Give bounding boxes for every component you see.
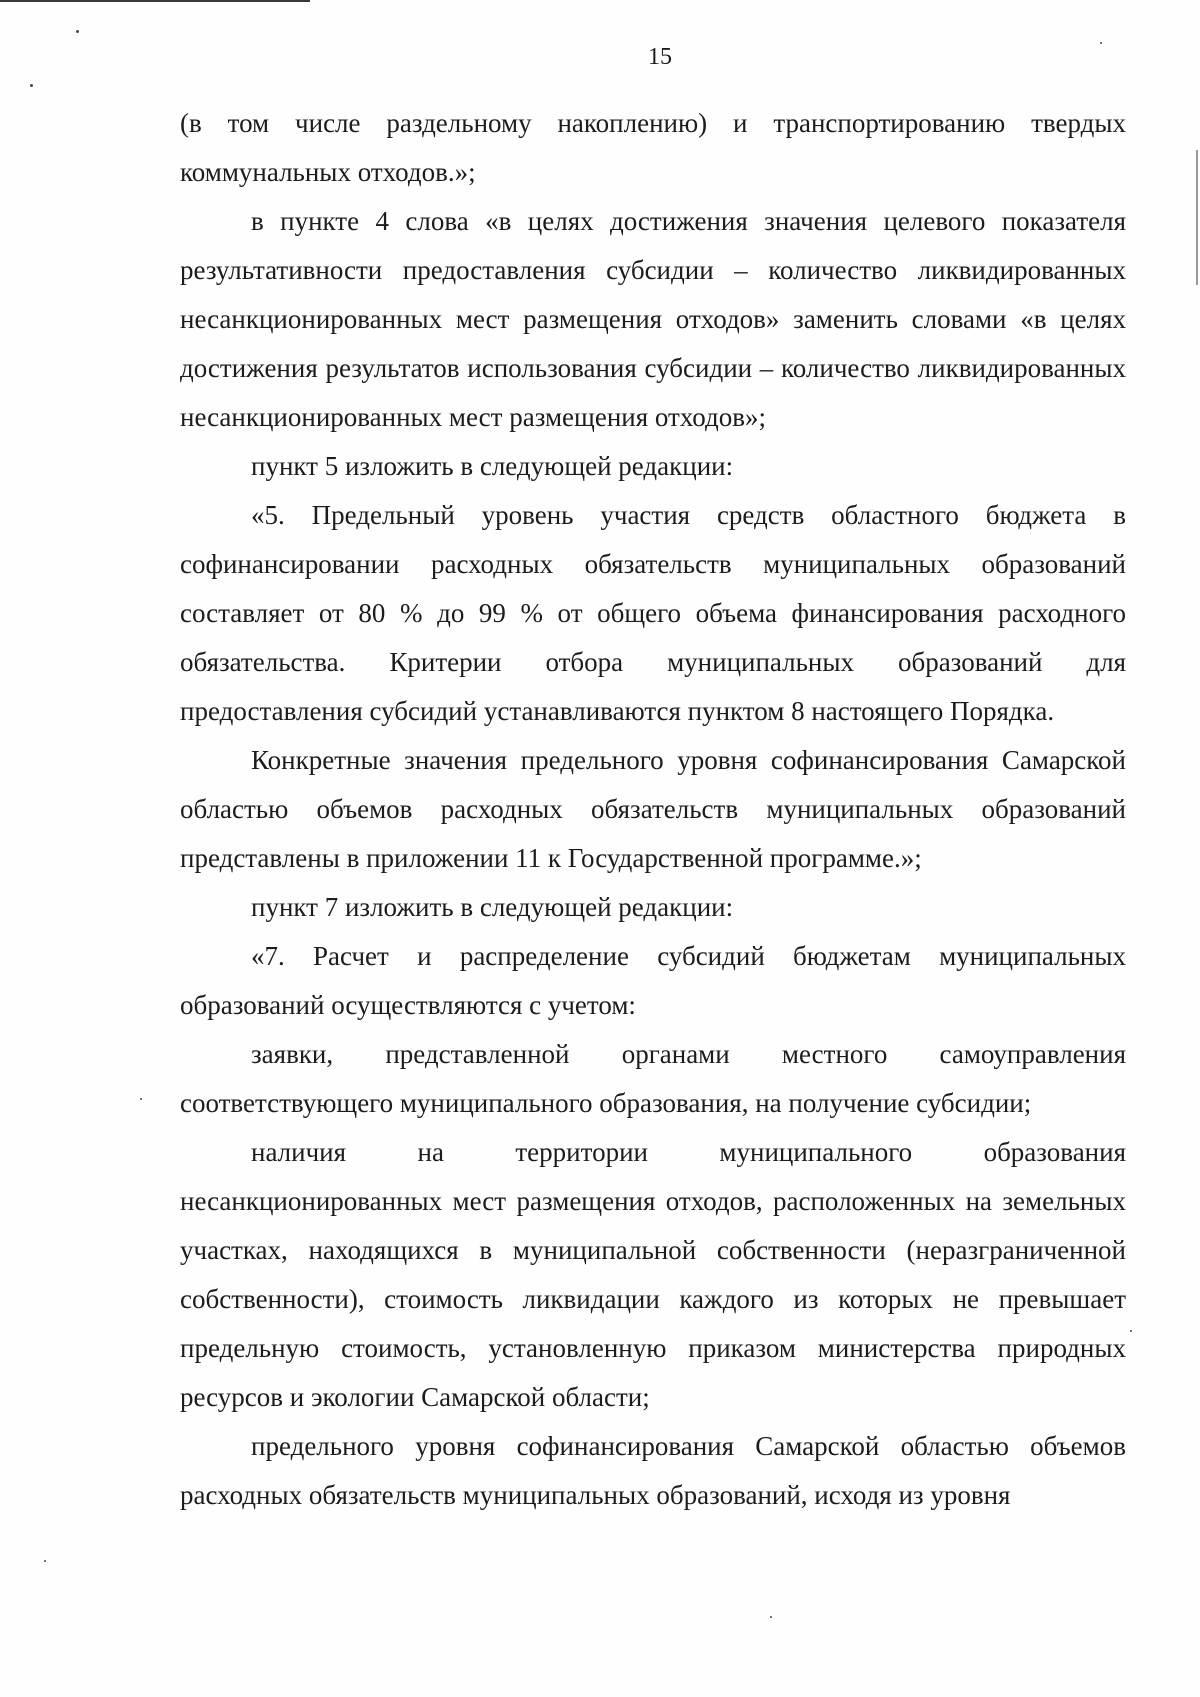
- paragraph-application: заявки, представленной органами местного самоуправления соответствующего муниципального образования, на получение субсидии;: [180, 1039, 1126, 1118]
- scan-speck: [770, 1616, 772, 1618]
- paragraph-continuation: (в том числе раздельному накоплению) и транспортированию твердых коммунальных отходов.»;: [180, 108, 1126, 187]
- scan-top-edge-line: [0, 0, 310, 2]
- page-number: 15: [648, 44, 672, 70]
- paragraph-item-5-heading: пункт 5 изложить в следующей редакции:: [251, 451, 734, 481]
- scan-right-edge-line: [1196, 150, 1198, 285]
- paragraph-item-7-text: «7. Расчет и распределение субсидий бюджетам муниципальных образований осуществляются с учетом:: [180, 941, 1126, 1020]
- scan-speck: [1130, 1330, 1132, 1332]
- scan-speck: [1100, 42, 1102, 44]
- scan-speck: [140, 1098, 142, 1100]
- scan-speck: [76, 30, 79, 33]
- document-body: [180, 99, 1126, 1520]
- paragraph-item-4-amendment: в пункте 4 слова «в целях достижения значения целевого показателя результативности предоставления субсидии – количество ликвидированных несанкционированных мест размещения отходов» заменить словами «в целях достижения результатов использования субсидии – количество ликвидированных несанкционированных мест размещения отходов»;: [180, 206, 1126, 432]
- paragraph-unauthorized-sites: наличия на территории муниципального образования несанкционированных мест размещения отходов, расположенных на земельных участках, находящихся в муниципальной собственности (неразграниченной собственности), стоимость ликвидации каждого из которых не превышает предельную стоимость, установленную приказом министерства природных ресурсов и экологии Самарской области;: [180, 1137, 1126, 1412]
- paragraph-cofinancing-values: Конкретные значения предельного уровня софинансирования Самарской областью объемов расходных обязательств муниципальных образований представлены в приложении 11 к Государственной программе.»;: [180, 745, 1126, 873]
- scan-speck: [30, 84, 33, 87]
- paragraph-item-7-heading: пункт 7 изложить в следующей редакции:: [251, 892, 734, 922]
- paragraph-item-5-text: «5. Предельный уровень участия средств областного бюджета в софинансировании расходных обязательств муниципальных образований составляет от 80 % до 99 % от общего объема финансирования расходного обязательства. Критерии отбора муниципальных образований для предоставления субсидий устанавливаются пунктом 8 настоящего Порядка.: [180, 500, 1126, 726]
- scan-speck: [44, 1560, 46, 1562]
- paragraph-cofinancing-level: предельного уровня софинансирования Самарской областью объемов расходных обязательств муниципальных образований, исходя из уровня: [180, 1431, 1126, 1510]
